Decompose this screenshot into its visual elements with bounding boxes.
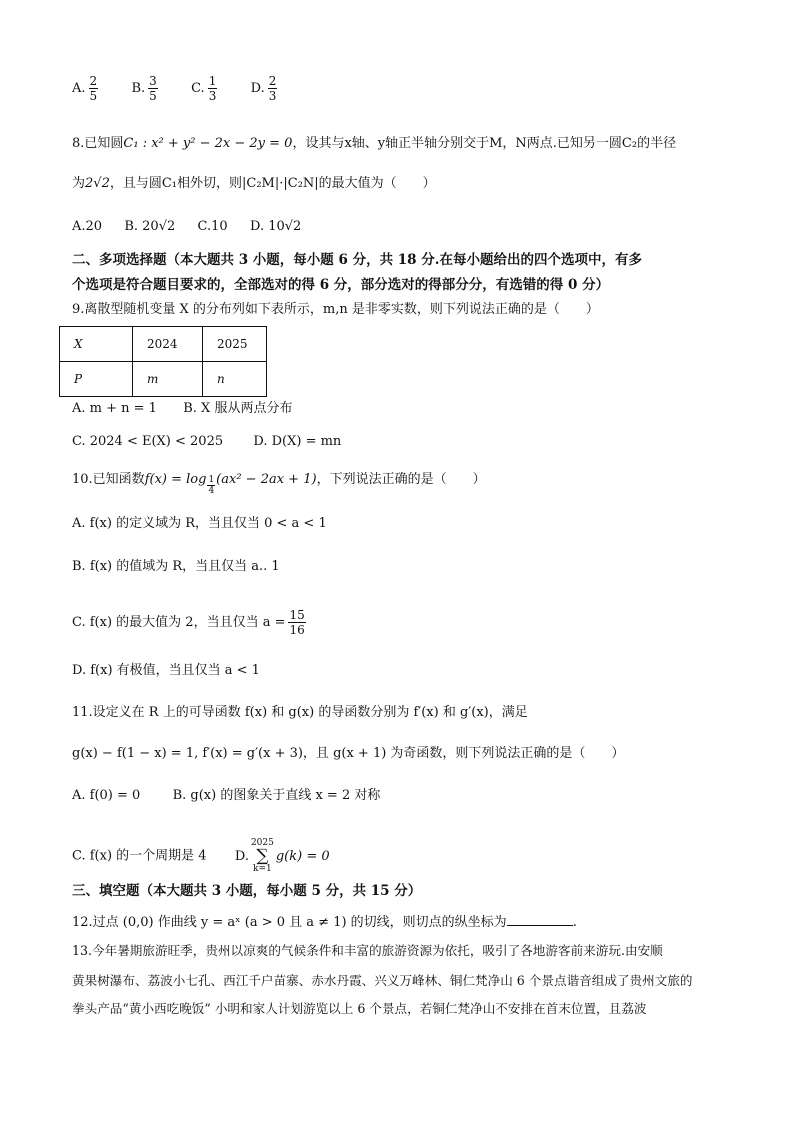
q8-option-b[interactable]: B. 20√2: [124, 219, 176, 234]
section2-heading-line1: 二、多项选择题（本大题共 3 小题，每小题 6 分，共 18 分.在每小题给出的四个选项中，有多: [72, 252, 642, 268]
q11-option-b[interactable]: B. g(x) 的图象关于直线 x = 2 对称: [172, 788, 381, 803]
q8-stem-line1: 8.已知圆C₁ : x² + y² − 2x − 2y = 0，设其与x轴、y轴正半轴分别交于M，N两点.已知另一圆C₂的半径: [72, 136, 677, 151]
q13-line3: 拳头产品“黄小西吃晚饭” 小明和家人计划游览以上 6 个景点，若铜仁梵净山不安排在首末位置，且荔波: [72, 1001, 647, 1016]
q10-option-d[interactable]: D. f(x) 有极值，当且仅当 a < 1: [72, 663, 260, 678]
answer-blank[interactable]: [507, 913, 573, 926]
q10-stem: 10.已知函数f(x) = log $\frac{1}{4}$ (ax² − 2ax + 1)，下列说法正确的是（ ）: [72, 472, 486, 496]
q9-option-d[interactable]: D. D(X) = mn: [253, 434, 342, 449]
table-cell: 2025: [203, 327, 267, 362]
table-cell: X: [60, 327, 133, 362]
q9-distribution-table: [59, 326, 267, 397]
table-row: [60, 362, 267, 397]
q11-option-a[interactable]: A. f(0) = 0: [72, 788, 141, 803]
q11-stem-line2: g(x) − f(1 − x) = 1, f′(x) = g′(x + 3)，且 g(x + 1) 为奇函数，则下列说法正确的是（ ）: [72, 746, 625, 761]
q11-stem-line1: 11.设定义在 R 上的可导函数 f(x) 和 g(x) 的导函数分别为 f′(x) 和 g′(x)，满足: [72, 705, 528, 720]
q9-option-a[interactable]: A. m + n = 1: [72, 401, 157, 416]
q8-option-d[interactable]: D. 10√2: [250, 219, 302, 234]
q9-stem: 9.离散型随机变量 X 的分布列如下表所示，m,n 是非零实数，则下列说法正确的是（ ）: [72, 302, 599, 317]
q7-options: [72, 74, 280, 103]
q10-option-c[interactable]: C. f(x) 的最大值为 2，当且仅当 a = $\frac{15}{16}$: [72, 608, 305, 637]
q8-option-a[interactable]: A.20: [72, 219, 103, 234]
q13-line2: 黄果树瀑布、荔波小七孔、西江千户苗寨、赤水丹霞、兴义万峰林、铜仁梵净山 6 个景点谐音组成了贵州文旅的: [72, 973, 693, 988]
section3-heading: 三、填空题（本大题共 3 小题，每小题 5 分，共 15 分）: [72, 883, 422, 899]
q9-option-c[interactable]: C. 2024 < E(X) < 2025: [72, 434, 224, 449]
q9-options-row1: [72, 399, 292, 419]
q9-options-row2: [72, 432, 341, 452]
table-cell: m: [133, 362, 203, 397]
q9-option-b[interactable]: B. X 服从两点分布: [183, 401, 293, 416]
q10-option-a[interactable]: A. f(x) 的定义域为 R，当且仅当 0 < a < 1: [72, 516, 327, 531]
q11-options-row2: [72, 838, 330, 874]
q10-option-b[interactable]: B. f(x) 的值域为 R，当且仅当 a.. 1: [72, 559, 280, 574]
table-cell: P: [60, 362, 133, 397]
q8-option-c[interactable]: C.10: [197, 219, 228, 234]
q11-option-d[interactable]: D.2025 ∑ k=1g(k) = 0: [234, 838, 330, 874]
q11-options-row1: [72, 786, 380, 806]
q13-line1: 13.今年暑期旅游旺季，贵州以凉爽的气候条件和丰富的旅游资源为依托，吸引了各地游客前来游玩.由安顺: [72, 943, 663, 958]
table-cell: n: [203, 362, 267, 397]
summation-symbol: 2025 ∑ k=1: [250, 838, 274, 874]
q7-option-c[interactable]: C. $\frac{1}{3}$: [191, 74, 217, 103]
section2-heading-line2: 个选项是符合题目要求的，全部选对的得 6 分，部分选对的得部分分，有选错的得 0 分）: [72, 277, 610, 293]
table-cell: 2024: [133, 327, 203, 362]
q8-stem-line2: 为2√2，且与圆C₁相外切，则|C₂M|·|C₂N|的最大值为（ ）: [72, 176, 436, 191]
q7-option-b[interactable]: B. $\frac{3}{5}$: [131, 74, 157, 103]
q7-option-a[interactable]: A. $\frac{2}{5}$: [72, 74, 98, 103]
table-row: [60, 327, 267, 362]
q12-stem: 12.过点 (0,0) 作曲线 y = aˣ (a > 0 且 a ≠ 1) 的切线，则切点的纵坐标为 .: [72, 915, 577, 930]
q8-options: [72, 217, 301, 237]
q7-option-d[interactable]: D. $\frac{2}{3}$: [250, 74, 277, 103]
q11-option-c[interactable]: C. f(x) 的一个周期是 4: [72, 848, 207, 864]
